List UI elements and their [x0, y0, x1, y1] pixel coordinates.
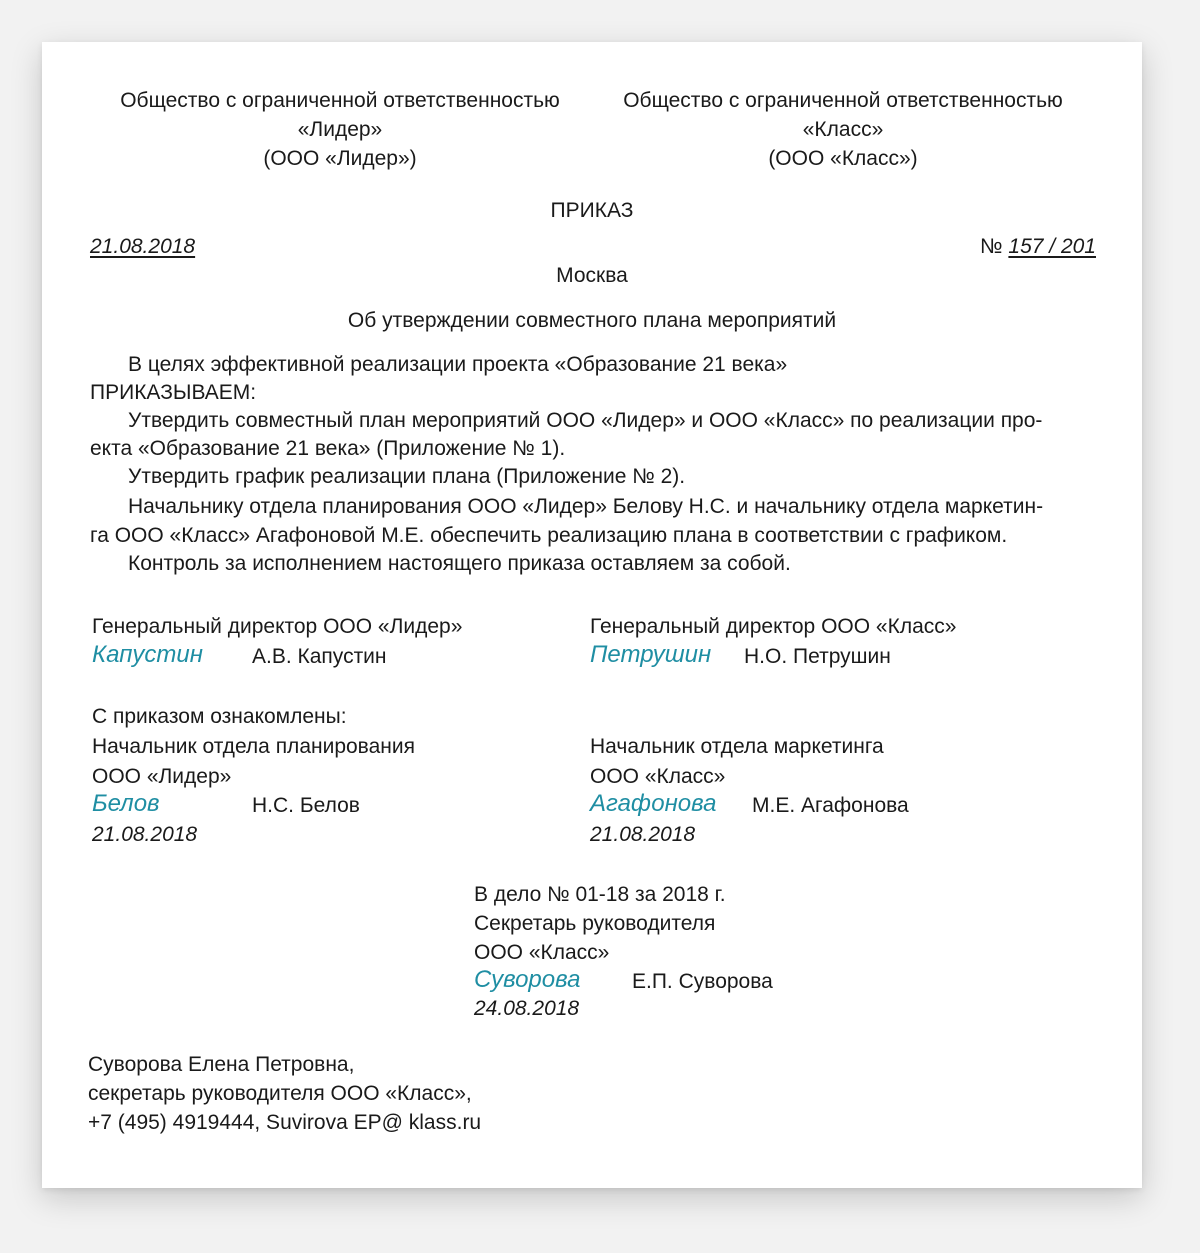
- org-right-line3: (ООО «Класс»): [768, 147, 918, 170]
- sig-left-name: А.В. Капустин: [252, 645, 387, 668]
- body-item3-line2: га ООО «Класс» Агафоновой М.Е. обеспечить реализацию плана в соответствии с графиком.: [90, 524, 1008, 547]
- sig-right-name: Н.О. Петрушин: [744, 645, 891, 668]
- acq-title: С приказом ознакомлены:: [92, 705, 347, 728]
- org-left-line2: «Лидер»: [297, 118, 383, 141]
- org-left-line3: (ООО «Лидер»): [263, 147, 417, 170]
- doc-type: ПРИКАЗ: [550, 199, 634, 222]
- acq-right-date: 21.08.2018: [590, 823, 696, 846]
- org-right-line1: Общество с ограниченной ответственностью: [623, 89, 1063, 112]
- document-sheet: [42, 42, 1142, 1188]
- contact-line3: +7 (495) 4919444, Suvirova EP@ klass.ru: [88, 1111, 482, 1134]
- contact-line2: секретарь руководителя ООО «Класс»,: [88, 1082, 472, 1105]
- acq-left-name: Н.С. Белов: [252, 794, 360, 817]
- acq-right-position-line2: ООО «Класс»: [590, 765, 726, 788]
- body-order-word: ПРИКАЗЫВАЕМ:: [90, 381, 257, 404]
- doc-city: Москва: [556, 264, 628, 287]
- filing-signature: Суворова: [474, 966, 581, 993]
- doc-number: [980, 232, 1096, 261]
- body-item3-line1: Начальнику отдела планирования ООО «Лидер» Белову Н.С. и начальнику отдела маркетин-: [128, 495, 1044, 518]
- body-item4: Контроль за исполнением настоящего приказа оставляем за собой.: [128, 552, 791, 575]
- doc-number-value: 157 / 201: [1008, 235, 1096, 258]
- filing-line2: Секретарь руководителя: [474, 912, 716, 935]
- acq-right-signature: Агафонова: [590, 790, 717, 817]
- sig-left-position: Генеральный директор ООО «Лидер»: [92, 615, 463, 638]
- body-item1-line2: екта «Образование 21 века» (Приложение № 1).: [90, 437, 566, 460]
- acq-left-position-line2: ООО «Лидер»: [92, 765, 232, 788]
- sig-right-signature: Петрушин: [590, 641, 712, 668]
- acq-left-signature: Белов: [92, 790, 160, 817]
- doc-subject: Об утверждении совместного плана мероприятий: [347, 309, 837, 332]
- org-right-line2: «Класс»: [802, 118, 884, 141]
- acq-left-position-line1: Начальник отдела планирования: [92, 735, 415, 758]
- body-item1-line1: Утвердить совместный план мероприятий ООО «Лидер» и ООО «Класс» по реализации про-: [128, 409, 1043, 432]
- contact-line1: Суворова Елена Петровна,: [88, 1053, 355, 1076]
- body-intro: В целях эффективной реализации проекта «Образование 21 века»: [128, 353, 788, 376]
- filing-line3: ООО «Класс»: [474, 941, 610, 964]
- filing-date: 24.08.2018: [474, 997, 580, 1020]
- sig-right-position: Генеральный директор ООО «Класс»: [590, 615, 957, 638]
- filing-name: Е.П. Суворова: [632, 970, 773, 993]
- body-item2: Утвердить график реализации плана (Приложение № 2).: [128, 465, 686, 488]
- acq-right-position-line1: Начальник отдела маркетинга: [590, 735, 884, 758]
- doc-number-prefix: №: [980, 235, 1003, 258]
- doc-date: 21.08.2018: [90, 235, 196, 258]
- filing-line1: В дело № 01-18 за 2018 г.: [474, 883, 726, 906]
- org-left-line1: Общество с ограниченной ответственностью: [120, 89, 560, 112]
- acq-left-date: 21.08.2018: [92, 823, 198, 846]
- acq-right-name: М.Е. Агафонова: [752, 794, 909, 817]
- sig-left-signature: Капустин: [92, 641, 203, 668]
